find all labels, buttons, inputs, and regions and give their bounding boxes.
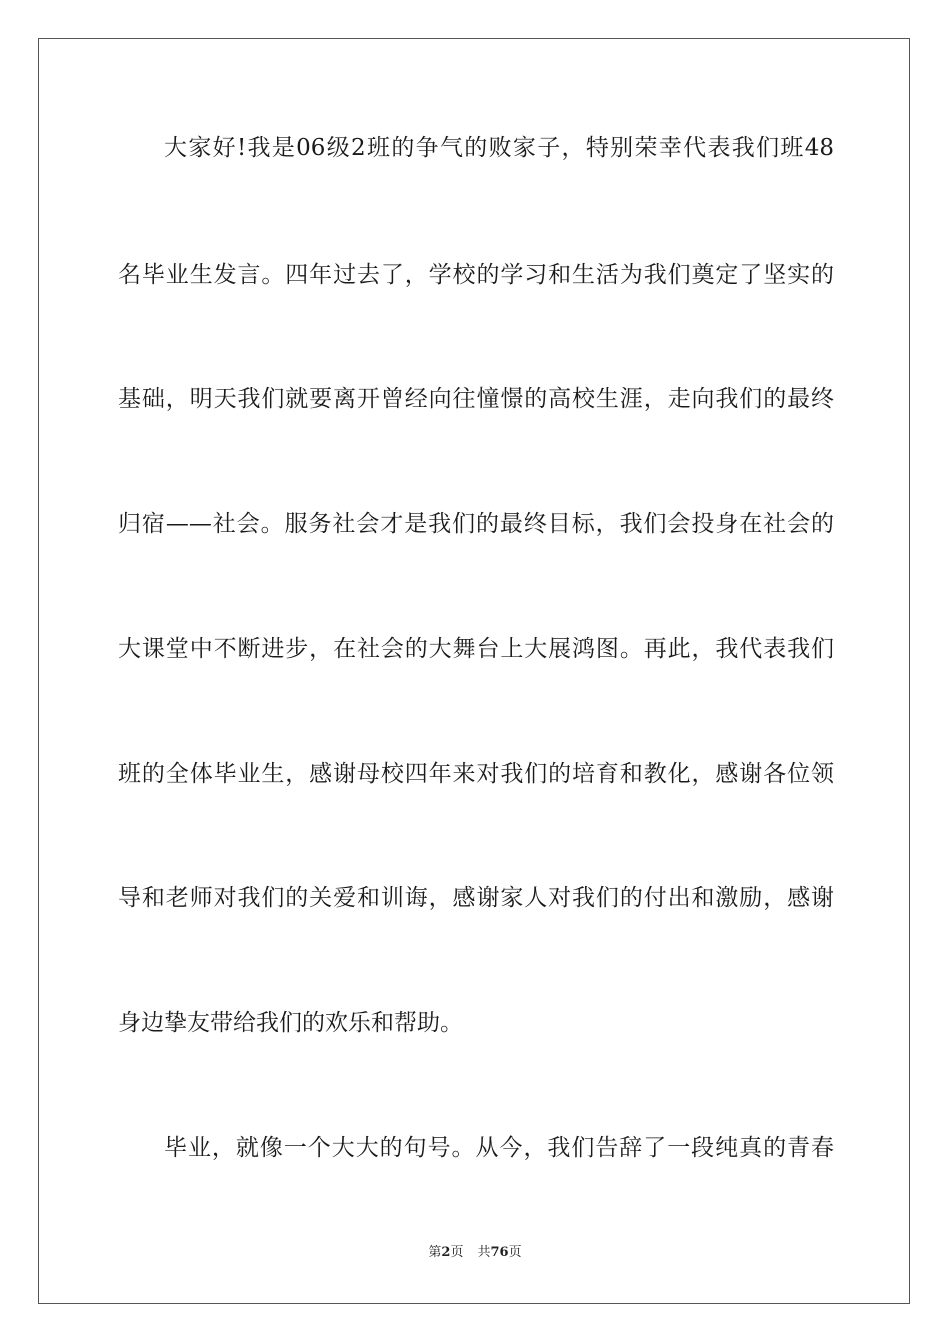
paragraph-1-line-8: 身边挚友带给我们的欢乐和帮助。 bbox=[118, 1010, 463, 1036]
page-footer bbox=[0, 1244, 950, 1262]
paragraph-1-line-4: 归宿——社会。服务社会才是我们的最终目标，我们会投身在社会的 bbox=[118, 511, 834, 537]
total-pages: 76 bbox=[490, 1245, 509, 1260]
paragraph-1-line-3: 基础，明天我们就要离开曾经向往憧憬的高校生涯，走向我们的最终 bbox=[118, 386, 834, 412]
paragraph-1-line-7: 导和老师对我们的关爱和训诲，感谢家人对我们的付出和激励，感谢 bbox=[118, 885, 834, 911]
page-label-suffix: 页 bbox=[450, 1245, 464, 1260]
paragraph-1-line-1: 大家好!我是06级2班的争气的败家子，特别荣幸代表我们班48 bbox=[164, 135, 834, 161]
page-border bbox=[38, 38, 910, 1304]
page-number: 2 bbox=[441, 1245, 451, 1260]
paragraph-2-line-1: 毕业，就像一个大大的句号。从今，我们告辞了一段纯真的青春 bbox=[164, 1135, 834, 1161]
total-label-prefix: 共 bbox=[477, 1245, 491, 1260]
paragraph-1-line-2: 名毕业生发言。四年过去了，学校的学习和生活为我们奠定了坚实的 bbox=[118, 262, 834, 288]
page-label-prefix: 第 bbox=[428, 1245, 442, 1260]
paragraph-1-line-6: 班的全体毕业生，感谢母校四年来对我们的培育和教化，感谢各位领 bbox=[118, 761, 834, 787]
paragraph-1-line-5: 大课堂中不断进步，在社会的大舞台上大展鸿图。再此，我代表我们 bbox=[118, 636, 834, 662]
total-label-suffix: 页 bbox=[508, 1245, 522, 1260]
